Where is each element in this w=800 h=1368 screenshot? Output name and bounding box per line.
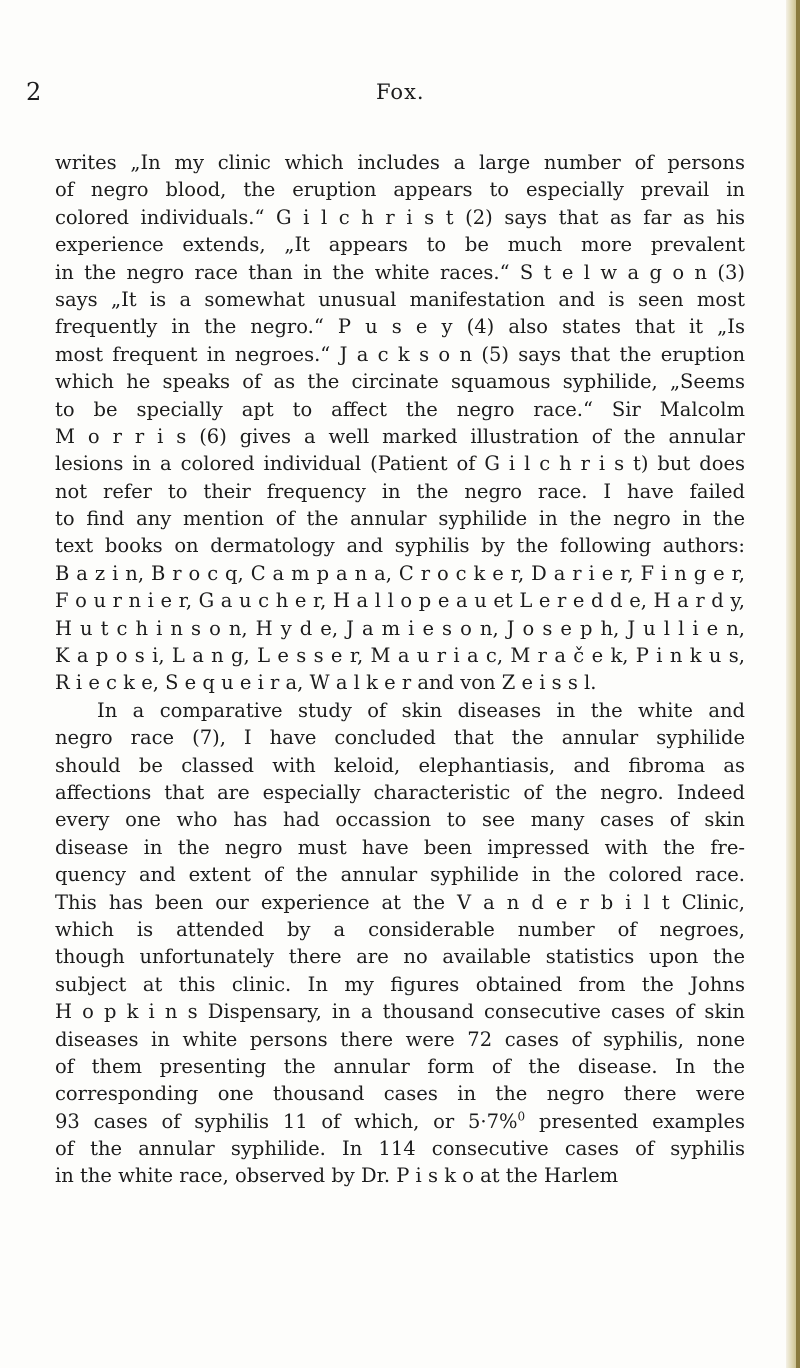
text-line: This has been our experience at the V a n d e r b i l t Clinic, xyxy=(55,890,745,914)
text-line: in the white race, observed by Dr. P i s k o at the Harlem xyxy=(55,1164,619,1188)
text-line: K a p o s i, L a n g, L e s s e r, M a u r i a c, M r a č e k, P i n k u s, xyxy=(55,644,745,668)
text-line: H o p k i n s Dispensary, in a thousand consecutive cases of skin xyxy=(55,1000,745,1024)
text-line: affections that are especially characteristic of the negro. Indeed xyxy=(55,780,745,804)
text-line: which is attended by a considerable number of negroes, xyxy=(55,917,745,941)
text-line: lesions in a colored individual (Patient of G i l c h r i s t) but does xyxy=(55,452,745,476)
text-line: frequently in the negro.“ P u s e y (4) also states that it „Is xyxy=(55,315,745,339)
running-head: Fox. xyxy=(376,80,425,104)
text-line: every one who has had occassion to see many cases of skin xyxy=(55,808,745,832)
text-line: of them presenting the annular form of the disease. In the xyxy=(55,1054,745,1078)
text-line: R i e c k e, S e q u e i r a, W a l k e r and von Z e i s s l. xyxy=(55,671,597,695)
page-header xyxy=(26,77,746,107)
text-line: text books on dermatology and syphilis by the following authors: xyxy=(55,534,745,558)
text-line: diseases in white persons there were 72 cases of syphilis, none xyxy=(55,1027,745,1051)
text-line: of negro blood, the eruption appears to especially prevail in xyxy=(55,178,745,202)
text-line: B a z i n, B r o c q, C a m p a n a, C r o c k e r, D a r i e r, F i n g e r, xyxy=(55,561,745,585)
text-line: disease in the negro must have been impressed with the fre- xyxy=(55,835,745,859)
superscript-zero: 0 xyxy=(517,1109,526,1124)
text-line: most frequent in negroes.“ J a c k s o n (5) says that the eruption xyxy=(55,342,745,366)
text-fragment: 93 cases of syphilis 11 of which, or 5·7% xyxy=(55,1109,518,1133)
text-line: which he speaks of as the circinate squamous syphilide, „Seems xyxy=(55,370,745,394)
text-line: writes „In my clinic which includes a large number of persons xyxy=(55,151,745,174)
text-line: H u t c h i n s o n, H y d e, J a m i e s o n, J o s e p h, J u l l i e n, xyxy=(55,616,745,640)
text-line: corresponding one thousand cases in the negro there were xyxy=(55,1082,745,1106)
text-line: to be specially apt to affect the negro race.“ Sir Malcolm xyxy=(55,397,745,421)
text-line: colored individuals.“ G i l c h r i s t (2) says that as far as his xyxy=(55,205,745,229)
text-line: not refer to their frequency in the negro race. I have failed xyxy=(55,479,745,503)
text-line: quency and extent of the annular syphilide in the colored race. xyxy=(55,863,745,887)
text-line: of the annular syphilide. In 114 consecutive cases of syphilis xyxy=(55,1137,745,1161)
body-text xyxy=(55,149,745,1190)
text-line: F o u r n i e r, G a u c h e r, H a l l o p e a u et L e r e d d e, H a r d y, xyxy=(55,589,745,613)
text-fragment: presented examples xyxy=(525,1109,745,1133)
page-number: 2 xyxy=(26,78,42,106)
text-line: should be classed with keloid, elephantiasis, and fibroma as xyxy=(55,753,745,777)
text-line: to find any mention of the annular syphilide in the negro in the xyxy=(55,507,745,531)
text-line: subject at this clinic. In my figures obtained from the Johns xyxy=(55,972,745,996)
text-line: in the negro race than in the white races.“ S t e l w a g o n (3) xyxy=(55,260,745,284)
text-line: says „It is a somewhat unusual manifestation and is seen most xyxy=(55,287,745,311)
page-edge-binding xyxy=(796,0,800,1368)
text-line: though unfortunately there are no available statistics upon the xyxy=(55,945,745,969)
text-line: In a comparative study of skin diseases in the white and xyxy=(97,698,745,722)
text-line: M o r r i s (6) gives a well marked illustration of the annular xyxy=(55,424,745,448)
text-line-with-superscript xyxy=(55,1108,745,1135)
text-line: experience extends, „It appears to be much more prevalent xyxy=(55,233,745,257)
text-line: negro race (7), I have concluded that the annular syphilide xyxy=(55,726,745,750)
